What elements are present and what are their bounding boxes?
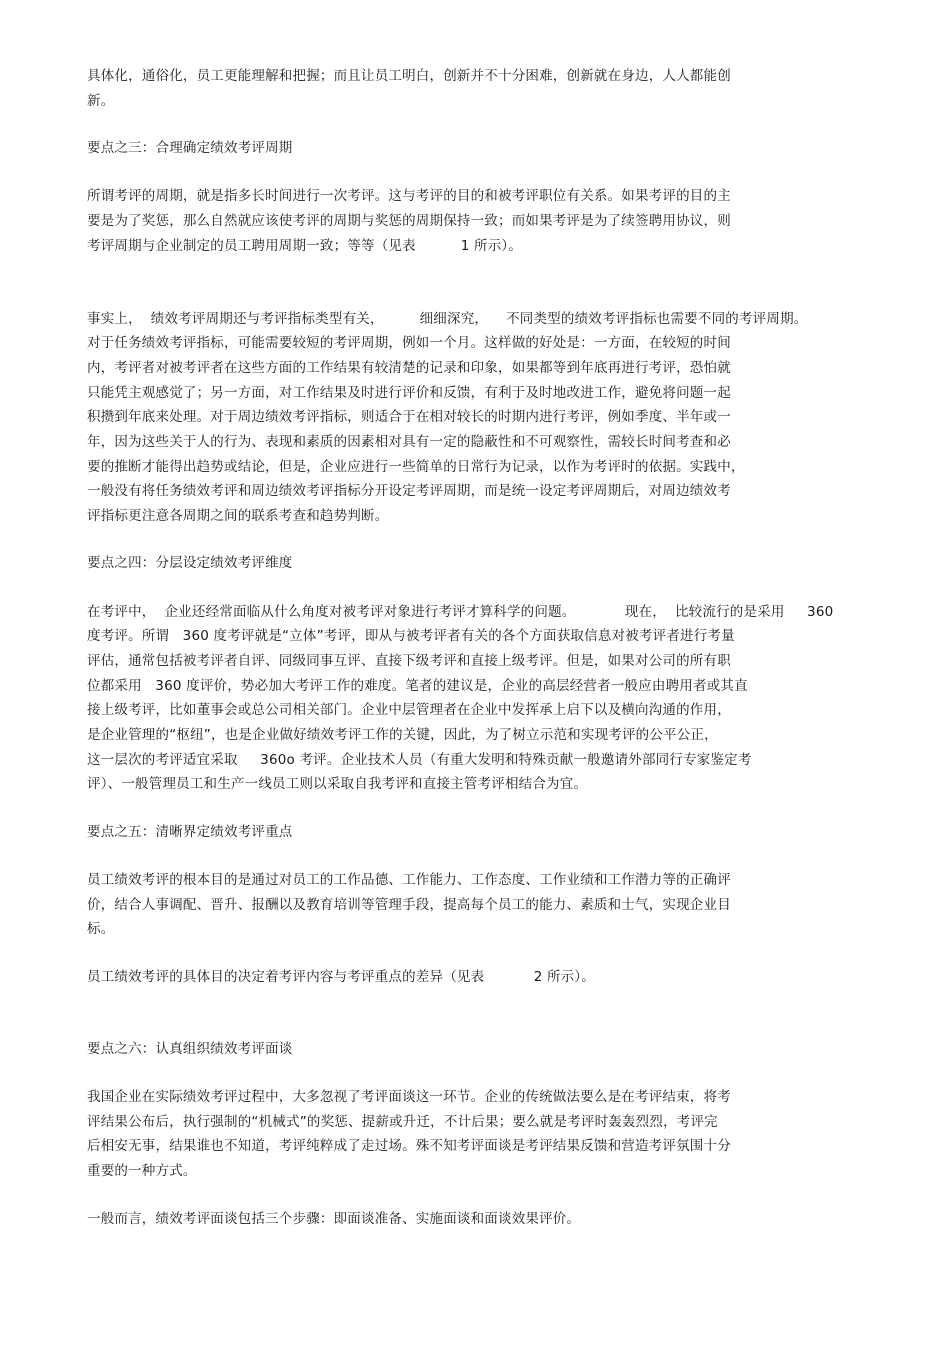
text-line: 年，因为这些关于人的行为、表现和素质的因素相对具有一定的隐蔽性和不可观察性，需较长时间考查和必 <box>87 434 731 450</box>
text-line: 事实上， 绩效考评周期还与考评指标类型有关， 细细深究， 不同类型的绩效考评指标也需要不同的考评周期。 <box>87 311 808 327</box>
text-line: 评结果公布后，执行强制的“机械式”的奖惩、提薪或升迁，不计后果；要么就是考评时轰轰烈烈，考评完 <box>87 1114 718 1130</box>
text-line: 重要的一种方式。 <box>87 1163 197 1179</box>
text-line: 一般而言，绩效考评面谈包括三个步骤：即面谈准备、实施面谈和面谈效果评价。 <box>87 1211 581 1227</box>
text-line: 价，结合人事调配、晋升、报酬以及教育培训等管理手段，提高每个员工的能力、素质和士气，实现企业目 <box>87 897 731 913</box>
section-heading-6: 要点之六：认真组织绩效考评面谈 <box>87 1041 293 1057</box>
text-line: 所谓考评的周期，就是指多长时间进行一次考评。这与考评的目的和被考评职位有关系。如果考评的目的主 <box>87 188 731 204</box>
text-line: 考评周期与企业制定的员工聘用周期一致；等等（见表 1 所示）。 <box>87 238 523 254</box>
text-line: 一般没有将任务绩效考评和周边绩效考评指标分开设定考评周期，而是统一设定考评周期后，对周边绩效考 <box>87 483 731 499</box>
text-line: 是企业管理的“枢纽”，也是企业做好绩效考评工作的关键，因此，为了树立示范和实现考评的公平公正， <box>87 727 718 743</box>
text-line: 具体化，通俗化，员工更能理解和把握；而且让员工明白，创新并不十分困难，创新就在身边，人人都能创 <box>87 68 731 84</box>
text-line: 评）、一般管理员工和生产一线员工则以采取自我考评和直接主管考评相结合为宜。 <box>87 776 588 792</box>
text-line: 要的推断才能得出趋势或结论，但是，企业应进行一些简单的日常行为记录，以作为考评时的依据。实践中， <box>87 459 745 475</box>
text-line: 新。 <box>87 93 115 109</box>
text-line: 评指标更注意各周期之间的联系考查和趋势判断。 <box>87 508 389 524</box>
text-line: 积攒到年底来处理。对于周边绩效考评指标，则适合于在相对较长的时期内进行考评，例如季度、半年或一 <box>87 409 731 425</box>
section-heading-4: 要点之四：分层设定绩效考评维度 <box>87 555 293 571</box>
section-heading-3: 要点之三：合理确定绩效考评周期 <box>87 140 293 156</box>
text-line: 度考评。所谓 360 度考评就是“立体”考评，即从与被考评者有关的各个方面获取信息对被考评者进行考量 <box>87 628 735 644</box>
text-line: 员工绩效考评的具体目的决定着考评内容与考评重点的差异（见表 2 所示）。 <box>87 969 596 985</box>
text-line: 只能凭主观感觉了；另一方面，对工作结果及时进行评价和反馈，有利于及时地改进工作，避免将问题一起 <box>87 385 731 401</box>
text-line: 评估，通常包括被考评者自评、同级同事互评、直接下级考评和直接上级考评。但是，如果对公司的所有职 <box>87 653 731 669</box>
section-heading-5: 要点之五：清晰界定绩效考评重点 <box>87 824 293 840</box>
text-line: 员工绩效考评的根本目的是通过对员工的工作品德、工作能力、工作态度、工作业绩和工作潜力等的正确评 <box>87 872 731 888</box>
text-line: 在考评中， 企业还经常面临从什么角度对被考评对象进行考评才算科学的问题。 现在， 比较流行的是采用 360 <box>87 604 834 620</box>
text-line: 我国企业在实际绩效考评过程中，大多忽视了考评面谈这一环节。企业的传统做法要么是在考评结束，将考 <box>87 1089 731 1105</box>
text-line: 要是为了奖惩，那么自然就应该使考评的周期与奖惩的周期保持一致；而如果考评是为了续签聘用协议，则 <box>87 213 731 229</box>
text-line: 标。 <box>87 921 115 937</box>
text-line: 对于任务绩效考评指标，可能需要较短的考评周期，例如一个月。这样做的好处是：一方面，在较短的时间 <box>87 335 731 351</box>
text-line: 接上级考评，比如董事会或总公司相关部门。企业中层管理者在企业中发挥承上启下以及横向沟通的作用， <box>87 702 731 718</box>
text-line: 这一层次的考评适宜采取 360o 考评。企业技术人员（有重大发明和特殊贡献一般邀请外部同行专家鉴定考 <box>87 752 752 768</box>
text-line: 内，考评者对被考评者在这些方面的工作结果有较清楚的记录和印象，如果都等到年底再进行考评，恐怕就 <box>87 360 731 376</box>
text-line: 后相安无事，结果谁也不知道，考评纯粹成了走过场。殊不知考评面谈是考评结果反馈和营造考评氛围十分 <box>87 1138 731 1154</box>
text-line: 位都采用 360 度评价，势必加大考评工作的难度。笔者的建议是，企业的高层经营者一般应由聘用者或其直 <box>87 678 748 694</box>
